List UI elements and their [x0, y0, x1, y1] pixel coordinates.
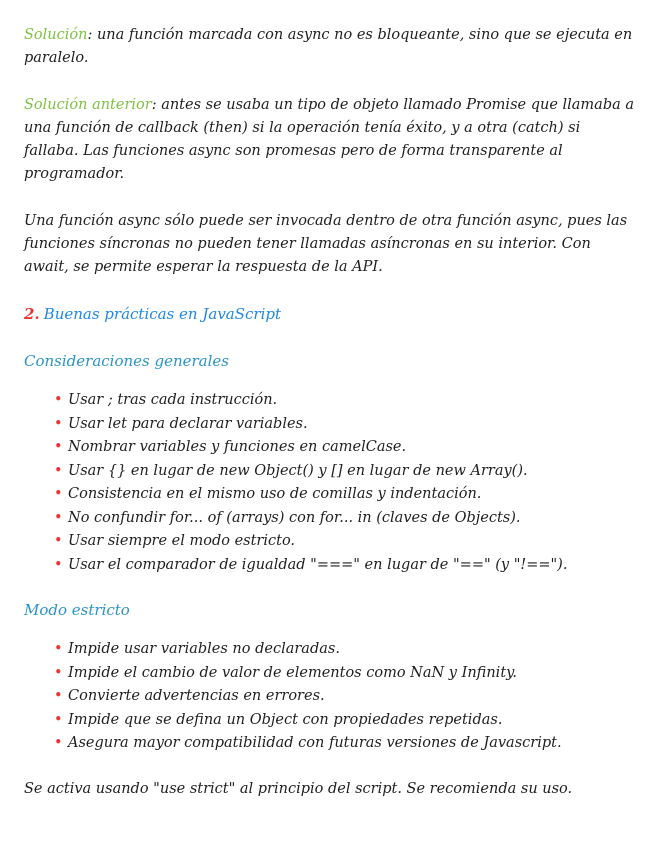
section-title: Buenas prácticas en JavaScript: [43, 305, 282, 323]
list-item: • Usar el comparador de igualdad "===" en lugar de "==" (y "!==").: [54, 554, 636, 578]
list-item: • Convierte advertencias en errores.: [54, 685, 636, 709]
solucion-anterior-label: Solución anterior: [24, 97, 152, 113]
list-item: • Usar siempre el modo estricto.: [54, 530, 636, 554]
list-item: • Nombrar variables y funciones en camelCase.: [54, 436, 636, 460]
paragraph-solucion-anterior: [24, 94, 636, 186]
list-item: • Usar {} en lugar de new Object() y [] en lugar de new Array().: [54, 460, 636, 484]
list-item: • Impide que se defina un Object con propiedades repetidas.: [54, 709, 636, 733]
consideraciones-heading: Consideraciones generales: [24, 352, 229, 370]
modo-estricto-heading: Modo estricto: [24, 601, 130, 619]
handwritten-note: [24, 24, 636, 801]
solucion-label: Solución: [24, 27, 88, 43]
list-item: • No confundir for... of (arrays) con for... in (claves de Objects).: [54, 507, 636, 531]
modo-estricto-list: [24, 638, 636, 756]
list-item: • Asegura mayor compatibilidad con futuras versiones de Javascript.: [54, 732, 636, 756]
list-item: • Usar let para declarar variables.: [54, 413, 636, 437]
list-item: • Usar ; tras cada instrucción.: [54, 389, 636, 413]
solucion-text: : una función marcada con async no es bloqueante, sino que se ejecuta en paralelo.: [24, 27, 633, 66]
section-heading: [24, 303, 636, 326]
list-item: • Impide usar variables no declaradas.: [54, 638, 636, 662]
closing-paragraph: Se activa usando "use strict" al principio del script. Se recomienda su uso.: [24, 780, 573, 797]
section-number: 2.: [24, 305, 40, 323]
list-item: • Impide el cambio de valor de elementos como NaN y Infinity.: [54, 662, 636, 686]
list-item: • Consistencia en el mismo uso de comillas y indentación.: [54, 483, 636, 507]
consideraciones-list: [24, 389, 636, 577]
paragraph-async: Una función async sólo puede ser invocada dentro de otra función async, pues las funciones síncronas no pueden tener llamadas asíncronas en su interior. Con await, se permite esperar la respuesta de la API.: [24, 213, 628, 275]
paragraph-solucion: [24, 24, 636, 70]
solucion-anterior-text: : antes se usaba un tipo de objeto llamado Promise que llamaba a una función de callback (then) si la operación tenía éxito, y a otra (catch) si fallaba. Las funciones async son promesas pero de forma transparente al programador.: [24, 97, 635, 182]
